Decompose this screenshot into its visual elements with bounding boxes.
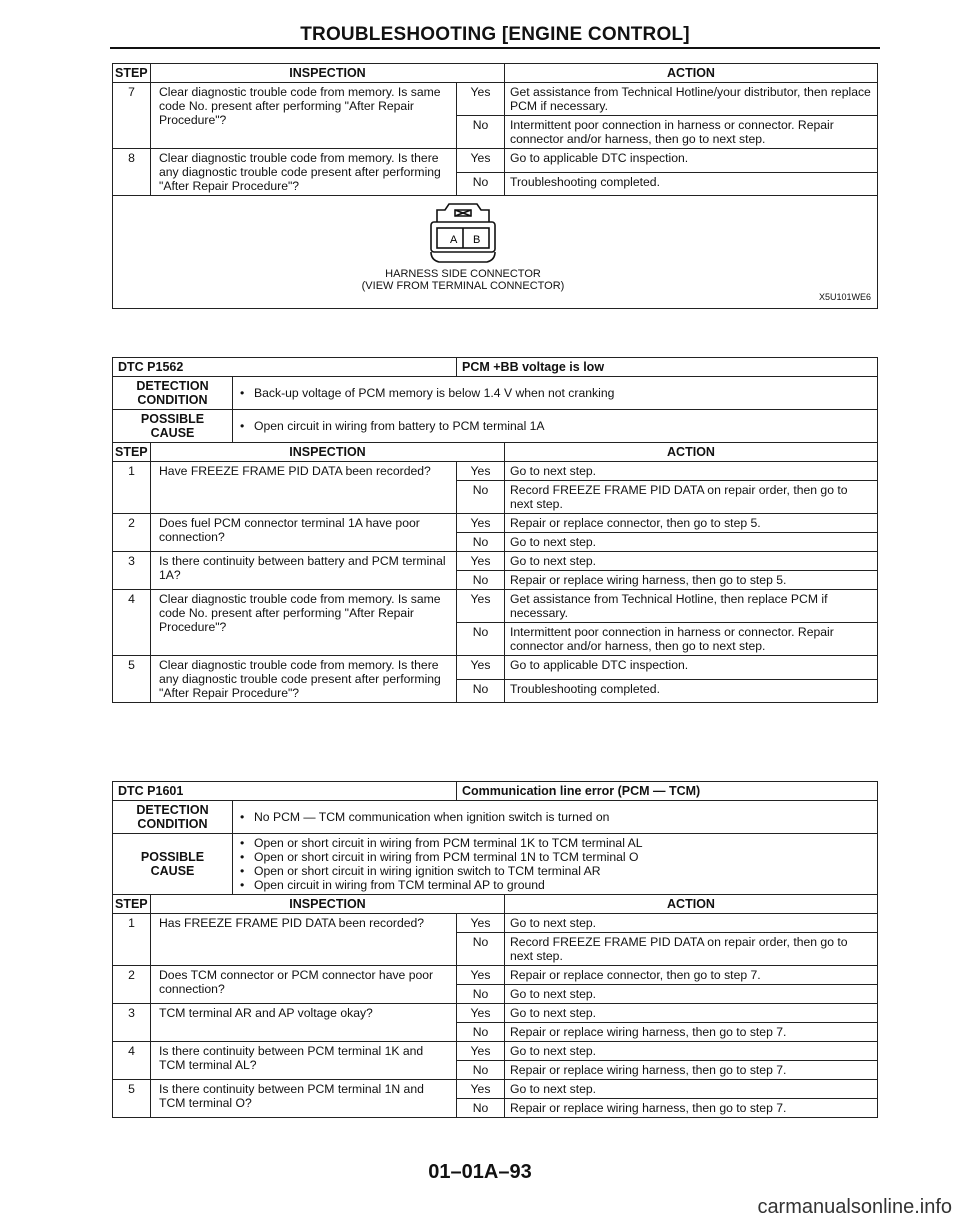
yes-action: Repair or replace connector, then go to step 7.	[505, 966, 878, 985]
no-action: Go to next step.	[505, 533, 878, 552]
cause-label-line-1: POSSIBLE	[140, 850, 205, 864]
detection-condition	[233, 377, 878, 410]
pin-b-label: B	[473, 234, 481, 246]
yes-label: Yes	[457, 656, 505, 680]
yes-action: Go to next step.	[505, 462, 878, 481]
yes-label: Yes	[457, 590, 505, 623]
yes-label: Yes	[457, 914, 505, 933]
page-number: 01–01A–93	[428, 1161, 532, 1183]
no-action: Repair or replace wiring harness, then go to step 7.	[505, 1061, 878, 1080]
inspection-text: Is there continuity between PCM terminal 1N and TCM terminal O?	[151, 1080, 457, 1118]
inspection-text: Is there continuity between PCM terminal 1K and TCM terminal AL?	[151, 1042, 457, 1080]
detection-label-line-1: DETECTION	[136, 379, 209, 393]
dtc-title: PCM +BB voltage is low	[457, 358, 878, 377]
inspection-header: INSPECTION	[151, 895, 505, 914]
no-action: Repair or replace wiring harness, then go to step 7.	[505, 1099, 878, 1118]
step-number: 1	[113, 914, 151, 966]
no-label: No	[457, 172, 505, 196]
possible-cause	[233, 834, 878, 895]
yes-action: Go to next step.	[505, 914, 878, 933]
no-label: No	[457, 985, 505, 1004]
cause-row	[113, 410, 878, 443]
cause-item: • Open or short circuit in wiring ignition switch to TCM terminal AR	[238, 864, 872, 878]
yes-label: Yes	[457, 149, 505, 173]
no-label: No	[457, 623, 505, 656]
detection-label-line-1: DETECTION	[136, 803, 209, 817]
page-title: TROUBLESHOOTING [ENGINE CONTROL]	[300, 24, 690, 45]
dtc-title-row	[113, 358, 878, 377]
dtc-p1562-steps	[113, 462, 878, 703]
step-header: STEP	[113, 895, 151, 914]
detection-label-line-2: CONDITION	[137, 817, 208, 831]
dtc-code: DTC P1601	[113, 782, 457, 801]
step-number: 8	[113, 149, 151, 196]
table-row	[113, 590, 878, 623]
table-row	[113, 1042, 878, 1061]
yes-action: Get assistance from Technical Hotline/your distributor, then replace PCM if necessary.	[505, 83, 878, 116]
detection-condition	[233, 801, 878, 834]
yes-label: Yes	[457, 552, 505, 571]
watermark: carmanualsonline.info	[757, 1196, 952, 1218]
table-row	[113, 914, 878, 933]
table-row	[113, 462, 878, 481]
yes-action: Go to applicable DTC inspection.	[505, 656, 878, 680]
inspection-text: Is there continuity between battery and PCM terminal 1A?	[151, 552, 457, 590]
cause-label-line-1: POSSIBLE	[140, 412, 205, 426]
cause-label-line-2: CAUSE	[150, 864, 195, 878]
no-action: Intermittent poor connection in harness or connector. Repair connector and/or harness, then go to next step.	[505, 116, 878, 149]
step-header: STEP	[113, 64, 151, 83]
diagram-caption-line-1: HARNESS SIDE CONNECTOR	[385, 268, 541, 280]
detection-row	[113, 377, 878, 410]
inspection-text: Clear diagnostic trouble code from memory. Is same code No. present after performing "After Repair Procedure"?	[151, 590, 457, 656]
no-action: Intermittent poor connection in harness or connector. Repair connector and/or harness, then go to next step.	[505, 623, 878, 656]
table-row	[113, 514, 878, 533]
inspection-header: INSPECTION	[151, 64, 505, 83]
yes-label: Yes	[457, 462, 505, 481]
yes-action: Go to next step.	[505, 1080, 878, 1099]
troubleshooting-table-continued	[112, 63, 878, 309]
inspection-text: Does TCM connector or PCM connector have poor connection?	[151, 966, 457, 1004]
step-number: 4	[113, 590, 151, 656]
diagram-row	[113, 196, 878, 309]
no-action: Go to next step.	[505, 985, 878, 1004]
table-row	[113, 552, 878, 571]
step-number: 3	[113, 1004, 151, 1042]
dtc-title: Communication line error (PCM — TCM)	[457, 782, 878, 801]
no-label: No	[457, 933, 505, 966]
inspection-text: TCM terminal AR and AP voltage okay?	[151, 1004, 457, 1042]
table-row	[113, 966, 878, 985]
table-header-row	[113, 64, 878, 83]
possible-cause-label	[113, 410, 233, 443]
detection-item: • No PCM — TCM communication when ignition switch is turned on	[238, 810, 872, 824]
table-header-row	[113, 895, 878, 914]
detection-label-line-2: CONDITION	[137, 393, 208, 407]
detection-item: • Back-up voltage of PCM memory is below 1.4 V when not cranking	[238, 386, 872, 400]
cause-item: • Open circuit in wiring from battery to PCM terminal 1A	[238, 419, 872, 433]
step-number: 3	[113, 552, 151, 590]
no-action: Repair or replace wiring harness, then go to step 5.	[505, 571, 878, 590]
no-label: No	[457, 533, 505, 552]
table-header-row	[113, 443, 878, 462]
possible-cause-label	[113, 834, 233, 895]
yes-action: Go to next step.	[505, 1004, 878, 1023]
detection-condition-label	[113, 377, 233, 410]
dtc-p1601-steps	[113, 914, 878, 1118]
yes-action: Repair or replace connector, then go to step 5.	[505, 514, 878, 533]
yes-label: Yes	[457, 1080, 505, 1099]
step-number: 2	[113, 966, 151, 1004]
no-label: No	[457, 1023, 505, 1042]
yes-label: Yes	[457, 966, 505, 985]
inspection-text: Has FREEZE FRAME PID DATA been recorded?	[151, 914, 457, 966]
no-action: Troubleshooting completed.	[505, 172, 878, 196]
action-header: ACTION	[505, 64, 878, 83]
step-number: 4	[113, 1042, 151, 1080]
no-label: No	[457, 116, 505, 149]
connector-diagram-cell	[113, 196, 878, 309]
table-row	[113, 1080, 878, 1099]
no-label: No	[457, 679, 505, 703]
pin-a-label: A	[450, 234, 458, 246]
step-number: 5	[113, 656, 151, 703]
no-action: Record FREEZE FRAME PID DATA on repair order, then go to next step.	[505, 933, 878, 966]
cause-item: • Open or short circuit in wiring from PCM terminal 1N to TCM terminal O	[238, 850, 872, 864]
no-label: No	[457, 571, 505, 590]
inspection-header: INSPECTION	[151, 443, 505, 462]
inspection-text: Have FREEZE FRAME PID DATA been recorded?	[151, 462, 457, 514]
step-number: 1	[113, 462, 151, 514]
inspection-text: Clear diagnostic trouble code from memory. Is same code No. present after performing "After Repair Procedure"?	[151, 83, 457, 149]
action-header: ACTION	[505, 895, 878, 914]
header-rule	[110, 47, 880, 49]
step-number: 2	[113, 514, 151, 552]
table-row	[113, 149, 878, 173]
no-label: No	[457, 481, 505, 514]
table-row	[113, 1004, 878, 1023]
step-header: STEP	[113, 443, 151, 462]
figure-id: X5U101WE6	[818, 292, 871, 302]
yes-label: Yes	[457, 514, 505, 533]
dtc-p1601-table	[112, 781, 878, 1118]
step-number: 7	[113, 83, 151, 149]
yes-action: Get assistance from Technical Hotline, then replace PCM if necessary.	[505, 590, 878, 623]
table-row	[113, 83, 878, 116]
cause-label-line-2: CAUSE	[150, 426, 195, 440]
harness-connector-diagram	[423, 202, 503, 266]
inspection-text: Clear diagnostic trouble code from memory. Is there any diagnostic trouble code present after performing "After Repair Procedure"?	[151, 656, 457, 703]
diagram-caption-line-2: (VIEW FROM TERMINAL CONNECTOR)	[361, 280, 565, 292]
cause-item: • Open or short circuit in wiring from PCM terminal 1K to TCM terminal AL	[238, 836, 872, 850]
table-row	[113, 656, 878, 680]
inspection-text: Does fuel PCM connector terminal 1A have poor connection?	[151, 514, 457, 552]
yes-label: Yes	[457, 1004, 505, 1023]
no-action: Repair or replace wiring harness, then go to step 7.	[505, 1023, 878, 1042]
step-number: 5	[113, 1080, 151, 1118]
yes-label: Yes	[457, 83, 505, 116]
dtc-p1562-table	[112, 357, 878, 703]
inspection-text: Clear diagnostic trouble code from memory. Is there any diagnostic trouble code present after performing "After Repair Procedure"?	[151, 149, 457, 196]
no-action: Troubleshooting completed.	[505, 679, 878, 703]
cause-row	[113, 834, 878, 895]
no-label: No	[457, 1099, 505, 1118]
dtc-code: DTC P1562	[113, 358, 457, 377]
detection-condition-label	[113, 801, 233, 834]
yes-action: Go to applicable DTC inspection.	[505, 149, 878, 173]
no-label: No	[457, 1061, 505, 1080]
yes-label: Yes	[457, 1042, 505, 1061]
possible-cause	[233, 410, 878, 443]
detection-row	[113, 801, 878, 834]
dtc-title-row	[113, 782, 878, 801]
diagram-caption	[313, 268, 613, 292]
cause-item: • Open circuit in wiring from TCM terminal AP to ground	[238, 878, 872, 892]
yes-action: Go to next step.	[505, 1042, 878, 1061]
yes-action: Go to next step.	[505, 552, 878, 571]
action-header: ACTION	[505, 443, 878, 462]
no-action: Record FREEZE FRAME PID DATA on repair order, then go to next step.	[505, 481, 878, 514]
